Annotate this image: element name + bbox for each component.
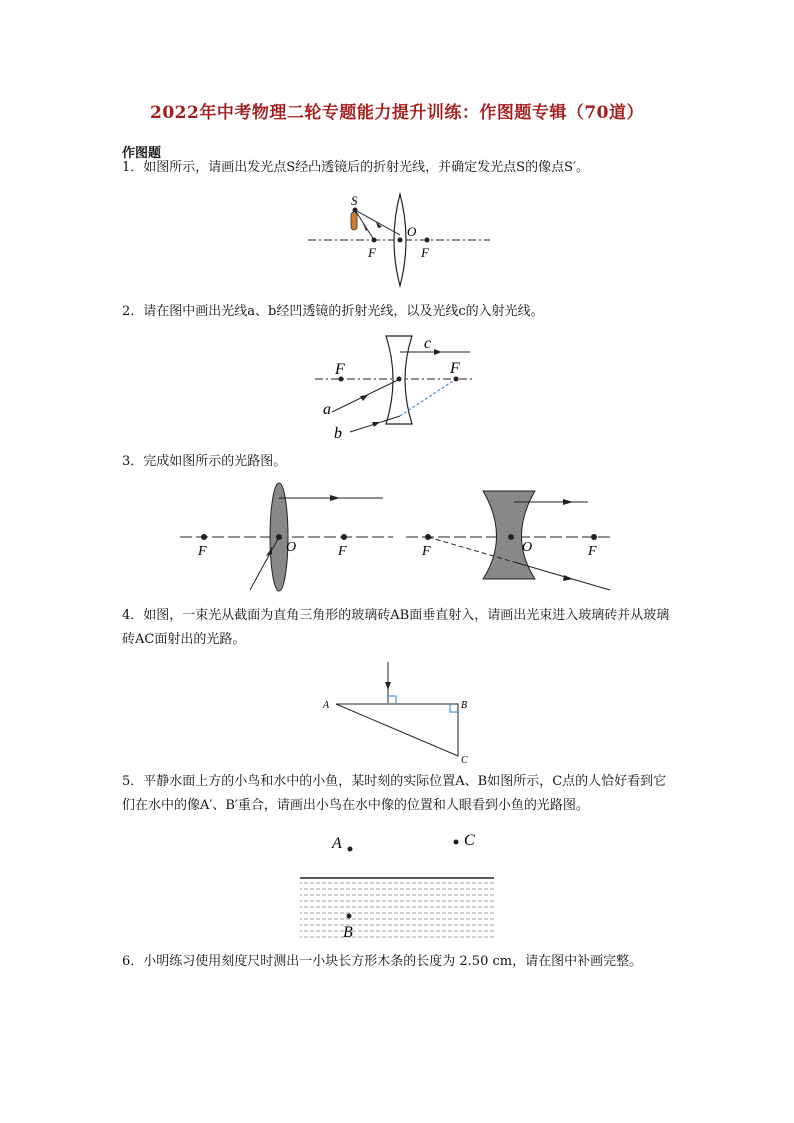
focus-left-dot	[372, 238, 377, 243]
right-angle-mark-2	[450, 704, 458, 712]
label-a: a	[323, 401, 331, 418]
label-F-right: F	[421, 245, 429, 260]
label-B: B	[343, 924, 353, 941]
ray-c-arrow	[434, 349, 442, 355]
incident-arrow	[385, 682, 391, 690]
optical-center-dot	[397, 377, 402, 382]
label-F-left: F	[368, 245, 376, 260]
ray-b-arrow	[372, 422, 380, 427]
label-C: C	[461, 755, 468, 766]
question-5: 5．平静水面上方的小鸟和水中的小鱼，某时刻的实际位置A、B如图所示，C点的人恰好看到它们在水中的像A′、B′重合，请画出小鸟在水中像的位置和人眼看到小鱼的光路图。	[122, 774, 667, 813]
point-C	[454, 840, 459, 845]
label-S: S	[351, 193, 358, 208]
point-S	[353, 208, 358, 213]
right-focus-1	[425, 534, 431, 540]
section-heading: 作图题	[122, 146, 162, 161]
page-title: 2022年中考物理二轮专题能力提升训练：作图题专辑（70道）	[150, 103, 644, 123]
label-F-left: F	[335, 361, 345, 378]
label-b: b	[334, 425, 342, 442]
label-C: C	[464, 832, 475, 849]
focus-right-dot	[425, 238, 430, 243]
figure-5-water-scene	[298, 826, 498, 944]
label-O2: O	[522, 540, 533, 555]
label-F3: F	[422, 544, 431, 559]
figure-4-glass-prism	[320, 660, 480, 770]
point-B	[347, 914, 352, 919]
label-O1: O	[286, 540, 297, 555]
ray-b-extension	[400, 379, 456, 416]
figure-3-lenses	[178, 480, 618, 600]
question-2: 2．请在图中画出光线a、b经凹透镜的折射光线，以及光线c的入射光线。	[122, 304, 544, 319]
right-optical-center	[508, 534, 514, 540]
label-c: c	[424, 335, 432, 352]
label-B: B	[461, 700, 468, 711]
question-4: 4．如图，一束光从截面为直角三角形的玻璃砖AB面垂直射入，请画出光束进入玻璃砖并从玻璃砖AC面射出的光路。	[122, 608, 670, 647]
question-6: 6．小明练习使用刻度尺时测出一小块长方形木条的长度为 2.50 cm，请在图中补画完整。	[122, 954, 643, 969]
triangle-ABC	[336, 704, 458, 756]
ray-a-arrow	[360, 395, 368, 401]
candle-body	[351, 212, 357, 230]
water-body	[300, 878, 494, 938]
question-1: 1．如图所示，请画出发光点S经凸透镜后的折射光线，并确定发光点S的像点S′。	[122, 160, 589, 175]
left-ray-arrow	[330, 495, 340, 501]
label-A: A	[323, 700, 330, 711]
ray-to-lens	[355, 210, 400, 235]
label-F1: F	[198, 544, 207, 559]
label-F4: F	[588, 544, 597, 559]
right-angle-mark-1	[388, 696, 396, 704]
figure-1-convex-lens	[300, 190, 500, 290]
left-focus-2	[341, 534, 347, 540]
focus-right-dot	[454, 377, 459, 382]
point-A	[348, 847, 353, 852]
question-3: 3．完成如图所示的光路图。	[122, 454, 287, 469]
right-ray-out-arrow	[563, 499, 573, 505]
left-optical-center	[276, 534, 282, 540]
label-O: O	[407, 224, 417, 239]
left-focus-1	[201, 534, 207, 540]
figure-2-concave-lens	[310, 332, 480, 442]
ray-through-focus	[355, 210, 374, 240]
label-F-right: F	[450, 360, 460, 377]
optical-center-dot	[398, 238, 403, 243]
label-A: A	[332, 835, 342, 852]
right-focus-2	[591, 534, 597, 540]
right-ray-in-arrow	[563, 575, 573, 581]
label-F2: F	[338, 544, 347, 559]
